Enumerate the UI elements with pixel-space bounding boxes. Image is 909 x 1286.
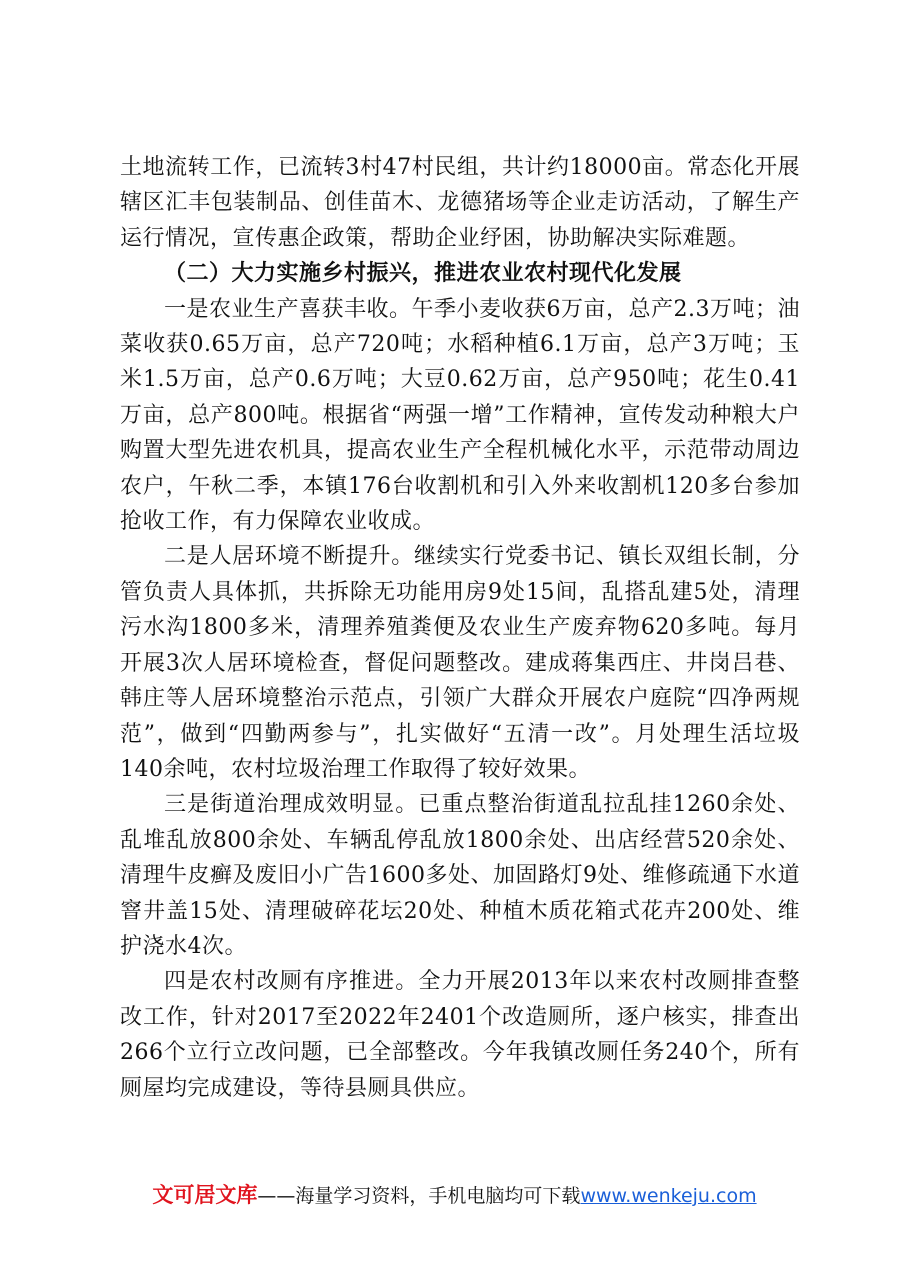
paragraph-toilet-renovation: 四是农村改厕有序推进。全力开展2013年以来农村改厕排查整改工作，针对2017至2022年2401个改造厕所，逐户核实，排查出266个立行立改问题，已全部整改。今年我镇改厕任务240个，所有厕屋均完成建设，等待县厕具供应。 xyxy=(120,969,800,1101)
paragraph-agricultural-harvest: 一是农业生产喜获丰收。午季小麦收获6万亩，总产2.3万吨；油菜收获0.65万亩，总产720吨；水稻种植6.1万亩，总产3万吨；玉米1.5万亩，总产0.6万吨；大豆0.62万亩，总产950吨；花生0.41万亩，总产800吨。根据省“两强一增”工作精神，宣传发动种粮大户购置大型先进农机具，提高农业生产全程机械化水平，示范带动周边农户，午秋二季，本镇176台收割机和引入外来收割机120多台参加抢收工作，有力保障农业收成。 xyxy=(120,296,800,535)
footer-url-link[interactable]: www.wenkeju.com xyxy=(580,1185,757,1207)
paragraph-living-environment: 二是人居环境不断提升。继续实行党委书记、镇长双组长制，分管负责人具体抓，共拆除无功能用房9处15间，乱搭乱建5处，清理污水沟1800多米，清理养殖粪便及农业生产废弃物620多吨。每月开展3次人居环境检查，督促问题整改。建成蒋集西庄、井岗吕巷、韩庄等人居环境整治示范点，引领广大群众开展农户庭院“四净两规范”，做到“四勤两参与”，扎实做好“五清一改”。月处理生活垃圾140余吨，农村垃圾治理工作取得了较好效果。 xyxy=(120,544,800,782)
paragraph-land-transfer: 土地流转工作，已流转3村47村民组，共计约18000亩。常态化开展辖区汇丰包装制品、创佳苗木、龙德猪场等企业走访活动，了解生产运行情况，宣传惠企政策，帮助企业纾困，协助解决实际难题。 xyxy=(120,155,800,251)
footer-tagline: ——海量学习资料，手机电脑均可下载 xyxy=(257,1185,581,1207)
document-body xyxy=(120,150,800,1106)
paragraph-street-governance: 三是街道治理成效明显。已重点整治街道乱拉乱挂1260余处、乱堆乱放800余处、车辆乱停乱放1800余处、出店经营520余处、清理牛皮癣及废旧小广告1600多处、加固路灯9处、维修疏通下水道窨井盖15处、清理破碎花坛20处、种植木质花箱式花卉200处、维护浇水4次。 xyxy=(120,792,800,959)
footer-brand: 文可居文库 xyxy=(152,1183,258,1207)
section-heading-rural-revitalization: （二）大力实施乡村振兴，推进农业农村现代化发展 xyxy=(164,260,682,287)
footer-banner xyxy=(0,1181,909,1210)
